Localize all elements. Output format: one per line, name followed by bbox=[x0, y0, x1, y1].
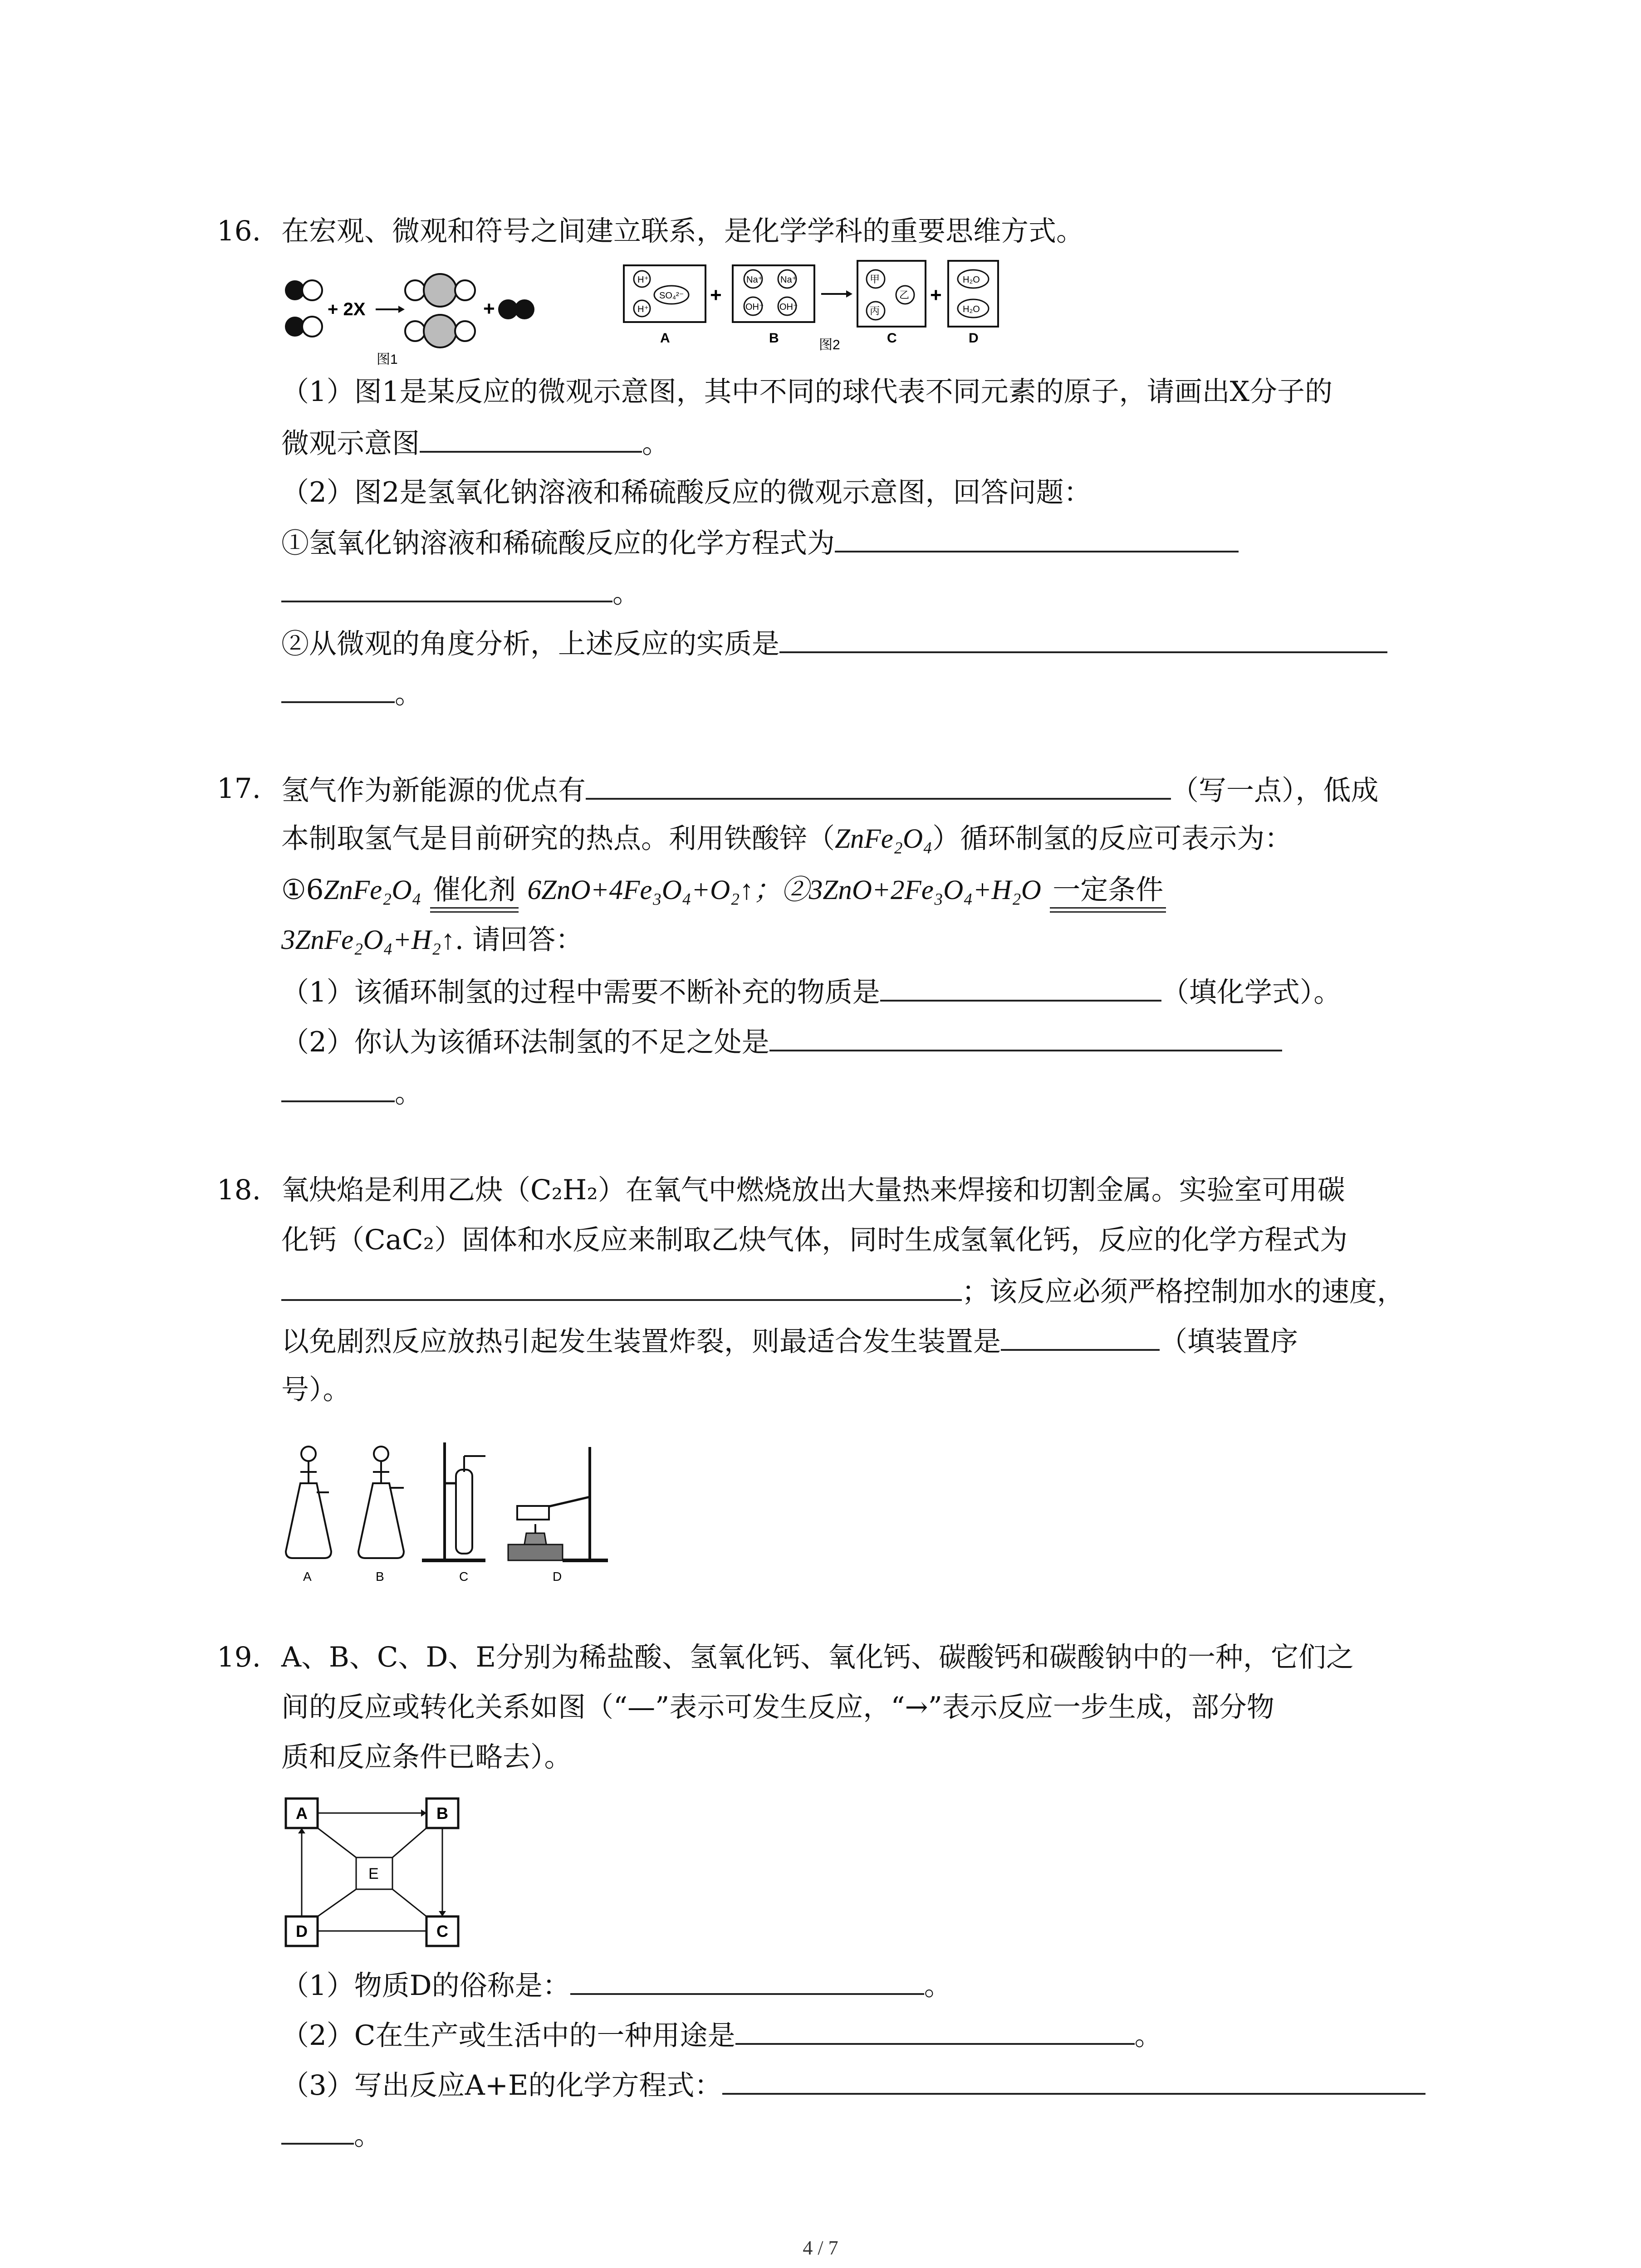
fig1-coefficient: + 2X bbox=[328, 299, 366, 319]
svg-text:甲: 甲 bbox=[870, 274, 880, 285]
q18-number: 18. bbox=[217, 1174, 261, 1206]
svg-text:D: D bbox=[553, 1569, 562, 1584]
q16-answer-blank-2[interactable] bbox=[835, 522, 1239, 552]
svg-text:乙: 乙 bbox=[899, 289, 910, 301]
svg-text:SO₄²⁻: SO₄²⁻ bbox=[659, 291, 684, 301]
q18-apparatus-figure bbox=[272, 1429, 617, 1592]
q18-answer-blank-2[interactable] bbox=[1001, 1320, 1160, 1351]
svg-text:丙: 丙 bbox=[870, 305, 880, 317]
q18-line2: 化钙（CaC₂）固体和水反应来制取乙炔气体，同时生成氢氧化钙，反应的化学方程式为 bbox=[281, 1224, 1348, 1256]
apparatus-d bbox=[508, 1447, 608, 1584]
svg-text:+: + bbox=[710, 284, 722, 306]
fig1-label: 图1 bbox=[377, 352, 398, 367]
worksheet-page: 16. 在宏观、微观和符号之间建立联系，是化学学科的重要思维方式。 + 2X + 图1 H⁺ SO₄²⁻ H⁺ + Na⁺ Na⁺ OH⁻ OH⁻ 甲 乙 丙 + H₂O H₂O A B C D 图2 （1）图1是某反应的微观示意图，其中不同的球代表不同元素的原子，请画出X分子的 微观示意图 。 （2）图2是氢氧化钠溶液和稀硫酸反应的微观示意图，回答问题： ①氢氧化钠溶液和稀硫酸反应的化学方程式为 。 ②从微观的角度分析，上述反应的实质是 。 17. 氢气作为新能源的优点有 （写一点），低成 本制取氢气是目前研究的热点。利用铁酸锌（ZnFe₂O₄）循环制氢的反应可表示为： ①6ZnFe₂O₄ 催化剂 6ZnO+4Fe₃O₄+O₂↑；②3ZnO+2Fe₃O₄+H₂O 一定条件 3ZnFe₂O₄+H₂↑. 请回答： （1）该循环制氢的过程中需要不断补充的物质是 （填化学式）。 （2）你认为该循环法制氢的不足之处是 。 18. 氧炔焰是利用乙炔（C₂H₂）在氧气中燃烧放出大量热来焊接和切割金属。实验室可用碳 化钙（CaC₂）固体和水反应来制取乙炔气体，同时生成氢氧化钙，反应的化学方程式为 ；该反应必须严格控制加水的速度， 以免剧烈反应放热引起发生装置炸裂，则最适合发生装置是 （填装置序 号）。 A B C D 19. A、B、C、D、E分别为稀盐酸、氢氧化钙、氧化钙、碳酸钙和碳酸钠中的一种，它们之 间的反应或转化关系如图（“—”表示可发生反应，“→”表示反应一步生成，部分物 质和反应条件已略去）。 A B C D E （1）物质D的俗称是： 。 （2）C在生产或生活中的一种用途是 。 （3）写出反应A+E的化学方程式： 。 4 / 7 bbox=[0, 0, 1641, 2268]
page-number: 4 / 7 bbox=[803, 2237, 838, 2259]
q17-answer-blank-1[interactable] bbox=[586, 769, 1171, 800]
svg-text:A: A bbox=[303, 1569, 312, 1584]
svg-text:OH⁻: OH⁻ bbox=[745, 302, 764, 312]
q17-eq1-condition: 催化剂 bbox=[430, 870, 519, 910]
fig1-molecule-right bbox=[498, 299, 534, 319]
svg-text:B: B bbox=[376, 1569, 384, 1584]
q18-answer-blank-1[interactable] bbox=[281, 1270, 962, 1301]
svg-text:H₂O: H₂O bbox=[963, 275, 980, 285]
q16-answer-blank-3-cont[interactable] bbox=[281, 672, 395, 703]
svg-text:OH⁻: OH⁻ bbox=[779, 302, 798, 312]
svg-text:C: C bbox=[436, 1922, 448, 1941]
q16-answer-blank-2-cont[interactable] bbox=[281, 572, 612, 602]
q16-part1-line2: 微观示意图 。 bbox=[281, 422, 670, 464]
q16-figure-2 bbox=[619, 259, 1000, 354]
q17-eq2-condition: 一定条件 bbox=[1050, 870, 1166, 910]
fig1-product-top bbox=[405, 274, 475, 307]
svg-text:H⁺: H⁺ bbox=[637, 304, 649, 314]
q16-stem: 在宏观、微观和符号之间建立联系，是化学学科的重要思维方式。 bbox=[281, 215, 1084, 247]
q17-answer-blank-3-cont[interactable] bbox=[281, 1071, 395, 1102]
svg-text:A: A bbox=[660, 331, 670, 346]
q18-line5: 号）。 bbox=[281, 1374, 351, 1406]
svg-text:+: + bbox=[930, 284, 942, 306]
q18-line1: 氧炔焰是利用乙炔（C₂H₂）在氧气中燃烧放出大量热来焊接和切割金属。实验室可用碳 bbox=[281, 1174, 1345, 1206]
svg-text:Na⁺: Na⁺ bbox=[746, 275, 763, 285]
fig1-molecule-left-top bbox=[285, 280, 322, 300]
svg-text:+: + bbox=[483, 298, 495, 320]
fig2-label: 图2 bbox=[819, 337, 840, 352]
q16-part1-line1: （1）图1是某反应的微观示意图，其中不同的球代表不同元素的原子，请画出X分子的 bbox=[281, 376, 1333, 408]
q19-answer-blank-3-cont[interactable] bbox=[281, 2114, 354, 2145]
q19-line2: 间的反应或转化关系如图（“—”表示可发生反应，“→”表示反应一步生成，部分物 bbox=[281, 1691, 1274, 1723]
q16-part2-1: ①氢氧化钠溶液和稀硫酸反应的化学方程式为 bbox=[281, 522, 1239, 563]
q16-part2-2: ②从微观的角度分析，上述反应的实质是 bbox=[281, 622, 1387, 664]
q19-answer-blank-1[interactable] bbox=[570, 1964, 924, 1995]
svg-text:D: D bbox=[296, 1922, 308, 1941]
q19-relationship-diagram bbox=[277, 1792, 485, 1955]
svg-text:H₂O: H₂O bbox=[963, 304, 980, 314]
svg-text:A: A bbox=[296, 1804, 308, 1823]
svg-text:Na⁺: Na⁺ bbox=[780, 275, 797, 285]
q17-answer-blank-2[interactable] bbox=[880, 971, 1161, 1002]
fig1-molecule-left-bottom bbox=[285, 317, 322, 337]
q19-line1: A、B、C、D、E分别为稀盐酸、氢氧化钙、氧化钙、碳酸钙和碳酸钠中的一种，它们之 bbox=[281, 1641, 1354, 1673]
apparatus-b bbox=[358, 1447, 404, 1584]
fig1-product-bottom bbox=[405, 315, 475, 347]
svg-text:E: E bbox=[368, 1865, 379, 1882]
q17-equation-line: ①6ZnFe₂O₄ 催化剂 6ZnO+4Fe₃O₄+O₂↑；②3ZnO+2Fe₃O₄+H₂O 一定条件 bbox=[281, 870, 1166, 910]
svg-text:D: D bbox=[969, 331, 979, 346]
svg-text:C: C bbox=[887, 331, 897, 346]
svg-text:C: C bbox=[459, 1569, 469, 1584]
q16-answer-blank-1[interactable] bbox=[420, 422, 642, 453]
fig2-box-c bbox=[857, 261, 926, 327]
q19-line3: 质和反应条件已略去）。 bbox=[281, 1741, 572, 1773]
apparatus-a bbox=[286, 1447, 331, 1584]
svg-text:H⁺: H⁺ bbox=[637, 275, 649, 285]
q16-part2: （2）图2是氢氧化钠溶液和稀硫酸反应的微观示意图，回答问题： bbox=[281, 476, 1092, 508]
q19-answer-blank-2[interactable] bbox=[735, 2014, 1135, 2045]
svg-text:B: B bbox=[436, 1804, 448, 1823]
q16-number: 16. bbox=[217, 215, 261, 247]
q19-number: 19. bbox=[217, 1641, 261, 1673]
q16-figure-1 bbox=[277, 268, 603, 372]
apparatus-c bbox=[422, 1442, 485, 1584]
svg-text:B: B bbox=[769, 331, 779, 346]
q16-answer-blank-3[interactable] bbox=[779, 622, 1387, 653]
q17-answer-blank-3[interactable] bbox=[769, 1021, 1282, 1051]
q19-answer-blank-3[interactable] bbox=[722, 2064, 1425, 2095]
q17-number: 17. bbox=[217, 772, 261, 805]
